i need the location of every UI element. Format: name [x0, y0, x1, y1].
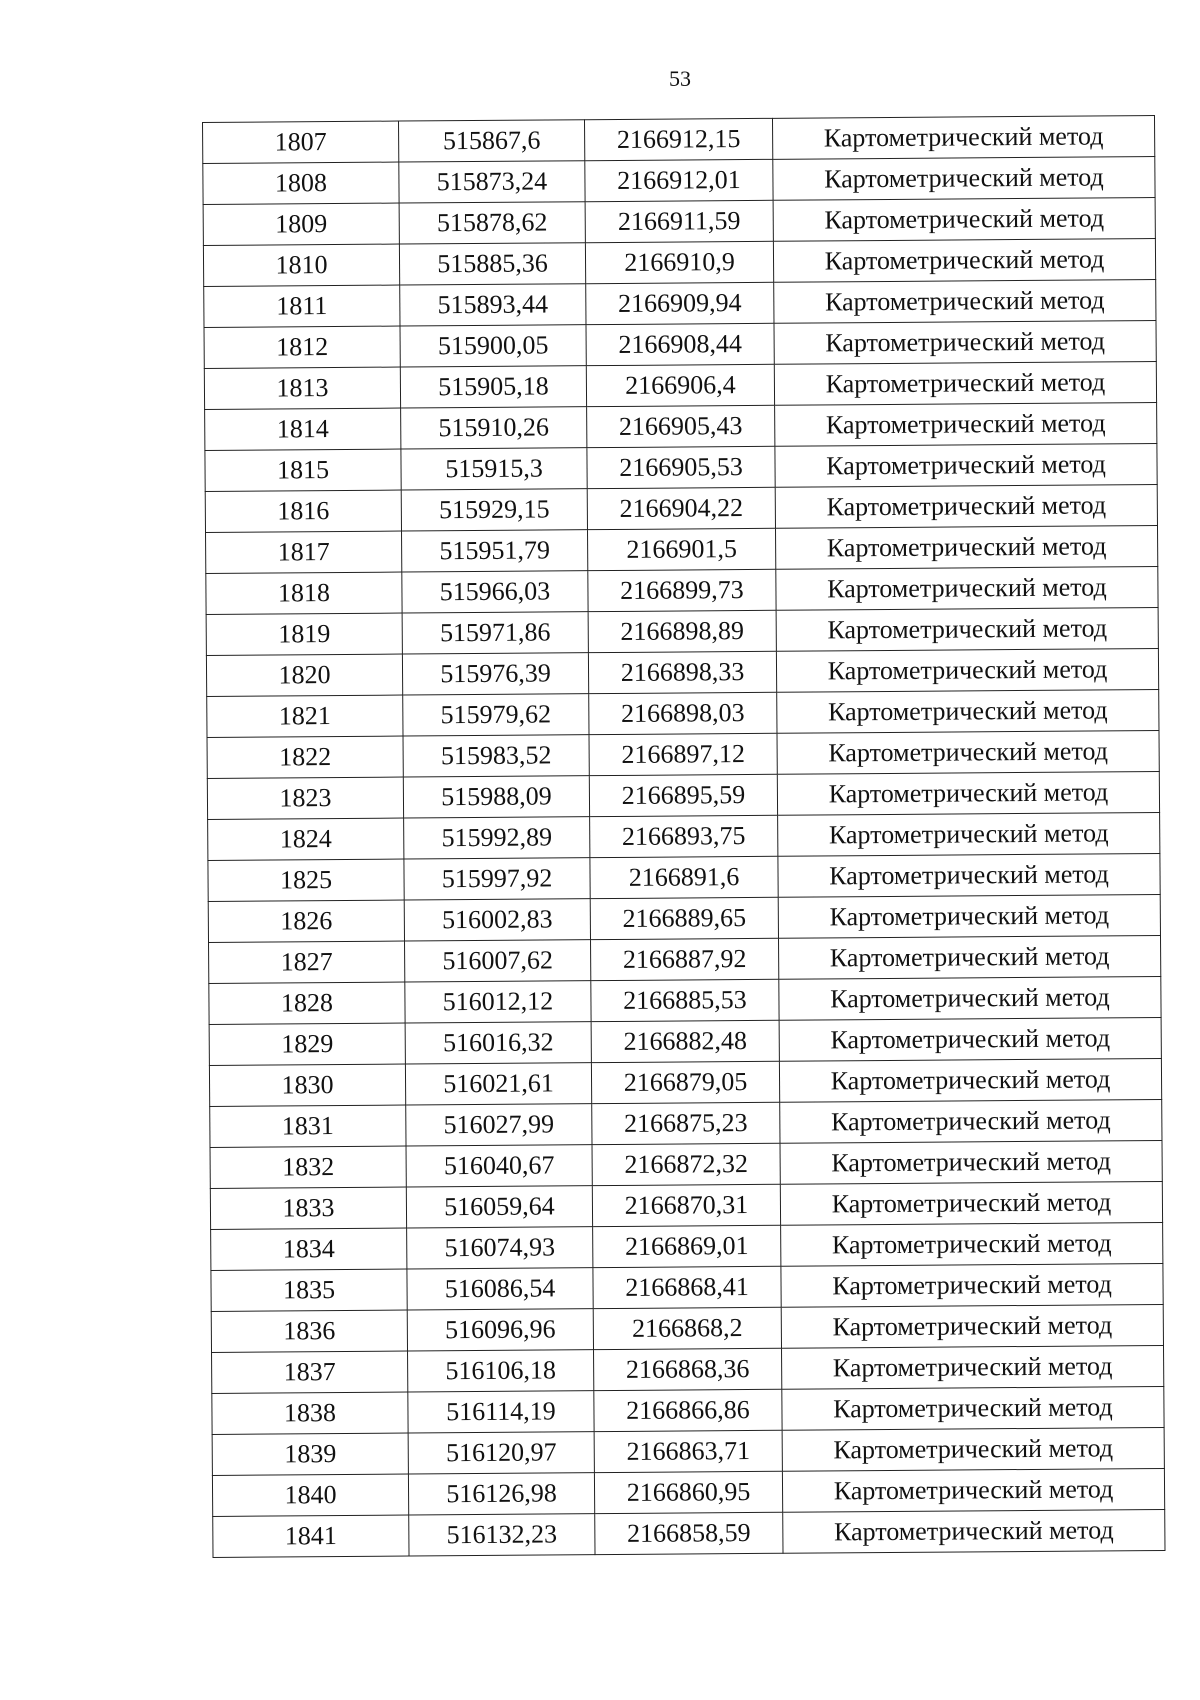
x-coordinate-cell: 515976,39 — [402, 653, 588, 695]
method-cell: Картометрический метод — [776, 649, 1158, 693]
point-number-cell: 1839 — [212, 1433, 408, 1475]
method-cell: Картометрический метод — [782, 1468, 1164, 1512]
method-cell: Картометрический метод — [773, 198, 1155, 242]
table-row — [205, 444, 1157, 492]
point-number-cell: 1821 — [207, 695, 403, 737]
page-number: 53 — [669, 66, 691, 91]
x-coordinate-cell: 516132,23 — [409, 1514, 595, 1556]
method-cell: Картометрический метод — [775, 403, 1157, 447]
point-number-cell: 1825 — [208, 859, 404, 901]
method-cell: Картометрический метод — [776, 567, 1158, 611]
y-coordinate-cell: 2166863,71 — [594, 1430, 782, 1472]
y-coordinate-cell: 2166898,33 — [588, 651, 776, 693]
table-row — [208, 812, 1160, 860]
method-cell: Картометрический метод — [774, 321, 1156, 365]
x-coordinate-cell: 516114,19 — [408, 1391, 594, 1433]
method-cell: Картометрический метод — [778, 812, 1160, 856]
point-number-cell: 1815 — [205, 449, 401, 491]
table-row — [206, 567, 1158, 615]
y-coordinate-cell: 2166901,5 — [587, 528, 775, 570]
x-coordinate-cell: 515878,62 — [399, 202, 585, 244]
y-coordinate-cell: 2166904,22 — [587, 487, 775, 529]
table-row — [210, 1181, 1162, 1229]
y-coordinate-cell: 2166898,89 — [588, 610, 776, 652]
x-coordinate-cell: 516086,54 — [407, 1268, 593, 1310]
y-coordinate-cell: 2166912,01 — [585, 159, 773, 201]
table-row — [212, 1386, 1164, 1434]
y-coordinate-cell: 2166905,53 — [587, 446, 775, 488]
point-number-cell: 1836 — [211, 1310, 407, 1352]
point-number-cell: 1824 — [208, 818, 404, 860]
table-row — [212, 1468, 1164, 1516]
method-cell: Картометрический метод — [783, 1509, 1165, 1553]
point-number-cell: 1817 — [206, 531, 402, 573]
table-row — [211, 1263, 1163, 1311]
table-row — [207, 690, 1159, 738]
x-coordinate-cell: 516012,12 — [405, 981, 591, 1023]
method-cell: Картометрический метод — [775, 444, 1157, 488]
method-cell: Картометрический метод — [781, 1222, 1163, 1266]
method-cell: Картометрический метод — [781, 1304, 1163, 1348]
method-cell: Картометрический метод — [773, 239, 1155, 283]
y-coordinate-cell: 2166875,23 — [592, 1102, 780, 1144]
table-row — [205, 403, 1157, 451]
point-number-cell: 1813 — [204, 367, 400, 409]
method-cell: Картометрический метод — [774, 362, 1156, 406]
x-coordinate-cell: 515951,79 — [402, 530, 588, 572]
table-row — [212, 1427, 1164, 1475]
y-coordinate-cell: 2166866,86 — [594, 1389, 782, 1431]
y-coordinate-cell: 2166858,59 — [595, 1512, 783, 1554]
y-coordinate-cell: 2166870,31 — [592, 1184, 780, 1226]
point-number-cell: 1816 — [205, 490, 401, 532]
x-coordinate-cell: 515905,18 — [400, 366, 586, 408]
y-coordinate-cell: 2166910,9 — [585, 241, 773, 283]
table-row — [209, 935, 1161, 983]
point-number-cell: 1822 — [207, 736, 403, 778]
table-row — [207, 731, 1159, 779]
y-coordinate-cell: 2166879,05 — [591, 1061, 779, 1103]
point-number-cell: 1829 — [209, 1023, 405, 1065]
method-cell: Картометрический метод — [782, 1427, 1164, 1471]
table-row — [205, 485, 1157, 533]
y-coordinate-cell: 2166860,95 — [594, 1471, 782, 1513]
table-row — [206, 649, 1158, 697]
method-cell: Картометрический метод — [780, 1181, 1162, 1225]
point-number-cell: 1812 — [204, 326, 400, 368]
x-coordinate-cell: 515929,15 — [401, 489, 587, 531]
point-number-cell: 1808 — [203, 162, 399, 204]
x-coordinate-cell: 515900,05 — [400, 325, 586, 367]
x-coordinate-cell: 515873,24 — [399, 161, 585, 203]
coordinates-table — [202, 115, 1166, 1558]
method-cell: Картометрический метод — [776, 608, 1158, 652]
method-cell: Картометрический метод — [782, 1386, 1164, 1430]
point-number-cell: 1820 — [206, 654, 402, 696]
point-number-cell: 1838 — [212, 1392, 408, 1434]
y-coordinate-cell: 2166891,6 — [590, 856, 778, 898]
y-coordinate-cell: 2166889,65 — [590, 897, 778, 939]
x-coordinate-cell: 516002,83 — [404, 899, 590, 941]
point-number-cell: 1830 — [209, 1064, 405, 1106]
y-coordinate-cell: 2166911,59 — [585, 200, 773, 242]
table-row — [211, 1304, 1163, 1352]
table-row — [207, 772, 1159, 820]
table-row — [203, 116, 1155, 164]
table-row — [208, 853, 1160, 901]
table-row — [209, 976, 1161, 1024]
point-number-cell: 1811 — [204, 285, 400, 327]
table-row — [208, 894, 1160, 942]
method-cell: Картометрический метод — [778, 894, 1160, 938]
y-coordinate-cell: 2166897,12 — [589, 733, 777, 775]
table-row — [206, 608, 1158, 656]
table-row — [204, 280, 1156, 328]
x-coordinate-cell: 516016,32 — [405, 1022, 591, 1064]
point-number-cell: 1814 — [205, 408, 401, 450]
y-coordinate-cell: 2166899,73 — [588, 569, 776, 611]
method-cell: Картометрический метод — [779, 1058, 1161, 1102]
method-cell: Картометрический метод — [774, 280, 1156, 324]
x-coordinate-cell: 516059,64 — [406, 1186, 592, 1228]
table-row — [210, 1140, 1162, 1188]
table-row — [210, 1099, 1162, 1147]
method-cell: Картометрический метод — [780, 1140, 1162, 1184]
y-coordinate-cell: 2166887,92 — [591, 938, 779, 980]
point-number-cell: 1833 — [210, 1187, 406, 1229]
y-coordinate-cell: 2166868,41 — [593, 1266, 781, 1308]
table-row — [204, 321, 1156, 369]
point-number-cell: 1834 — [211, 1228, 407, 1270]
y-coordinate-cell: 2166908,44 — [586, 323, 774, 365]
x-coordinate-cell: 516074,93 — [407, 1227, 593, 1269]
y-coordinate-cell: 2166868,36 — [594, 1348, 782, 1390]
table-row — [212, 1345, 1164, 1393]
table-row — [206, 526, 1158, 574]
point-number-cell: 1827 — [209, 941, 405, 983]
point-number-cell: 1826 — [208, 900, 404, 942]
y-coordinate-cell: 2166909,94 — [586, 282, 774, 324]
method-cell: Картометрический метод — [777, 690, 1159, 734]
method-cell: Картометрический метод — [780, 1099, 1162, 1143]
method-cell: Картометрический метод — [778, 853, 1160, 897]
x-coordinate-cell: 516126,98 — [408, 1473, 594, 1515]
table-row — [211, 1222, 1163, 1270]
x-coordinate-cell: 516096,96 — [407, 1309, 593, 1351]
x-coordinate-cell: 516007,62 — [405, 940, 591, 982]
x-coordinate-cell: 516120,97 — [408, 1432, 594, 1474]
x-coordinate-cell: 515997,92 — [404, 858, 590, 900]
method-cell: Картометрический метод — [777, 731, 1159, 775]
x-coordinate-cell: 515915,3 — [401, 448, 587, 490]
method-cell: Картометрический метод — [777, 772, 1159, 816]
point-number-cell: 1823 — [207, 777, 403, 819]
y-coordinate-cell: 2166885,53 — [591, 979, 779, 1021]
point-number-cell: 1809 — [203, 203, 399, 245]
x-coordinate-cell: 515867,6 — [398, 120, 584, 162]
x-coordinate-cell: 515988,09 — [403, 776, 589, 818]
x-coordinate-cell: 516040,67 — [406, 1145, 592, 1187]
point-number-cell: 1840 — [212, 1474, 408, 1516]
y-coordinate-cell: 2166872,32 — [592, 1143, 780, 1185]
y-coordinate-cell: 2166868,2 — [593, 1307, 781, 1349]
method-cell: Картометрический метод — [779, 1017, 1161, 1061]
table-row — [203, 239, 1155, 287]
method-cell: Картометрический метод — [778, 935, 1160, 979]
table-row — [203, 198, 1155, 246]
x-coordinate-cell: 515966,03 — [402, 571, 588, 613]
method-cell: Картометрический метод — [772, 116, 1154, 160]
point-number-cell: 1810 — [203, 244, 399, 286]
y-coordinate-cell: 2166912,15 — [584, 118, 772, 160]
x-coordinate-cell: 515910,26 — [401, 407, 587, 449]
y-coordinate-cell: 2166905,43 — [587, 405, 775, 447]
point-number-cell: 1835 — [211, 1269, 407, 1311]
x-coordinate-cell: 515893,44 — [400, 284, 586, 326]
table-row — [204, 362, 1156, 410]
y-coordinate-cell: 2166882,48 — [591, 1020, 779, 1062]
table-row — [203, 157, 1155, 205]
x-coordinate-cell: 515971,86 — [402, 612, 588, 654]
method-cell: Картометрический метод — [775, 485, 1157, 529]
method-cell: Картометрический метод — [775, 526, 1157, 570]
point-number-cell: 1837 — [212, 1351, 408, 1393]
table-row — [209, 1017, 1161, 1065]
point-number-cell: 1819 — [206, 613, 402, 655]
y-coordinate-cell: 2166895,59 — [589, 774, 777, 816]
point-number-cell: 1828 — [209, 982, 405, 1024]
x-coordinate-cell: 516106,18 — [408, 1350, 594, 1392]
x-coordinate-cell: 516027,99 — [406, 1104, 592, 1146]
y-coordinate-cell: 2166869,01 — [593, 1225, 781, 1267]
point-number-cell: 1831 — [210, 1105, 406, 1147]
x-coordinate-cell: 515885,36 — [399, 243, 585, 285]
point-number-cell: 1841 — [213, 1515, 409, 1557]
point-number-cell: 1832 — [210, 1146, 406, 1188]
method-cell: Картометрический метод — [782, 1345, 1164, 1389]
x-coordinate-cell: 515979,62 — [403, 694, 589, 736]
method-cell: Картометрический метод — [781, 1263, 1163, 1307]
point-number-cell: 1818 — [206, 572, 402, 614]
x-coordinate-cell: 516021,61 — [405, 1063, 591, 1105]
point-number-cell: 1807 — [203, 121, 399, 163]
y-coordinate-cell: 2166906,4 — [586, 364, 774, 406]
method-cell: Картометрический метод — [773, 157, 1155, 201]
x-coordinate-cell: 515983,52 — [403, 735, 589, 777]
y-coordinate-cell: 2166898,03 — [589, 692, 777, 734]
coordinates-table-body — [203, 116, 1165, 1558]
table-row — [209, 1058, 1161, 1106]
x-coordinate-cell: 515992,89 — [404, 817, 590, 859]
table-row — [213, 1509, 1165, 1557]
y-coordinate-cell: 2166893,75 — [590, 815, 778, 857]
method-cell: Картометрический метод — [779, 976, 1161, 1020]
